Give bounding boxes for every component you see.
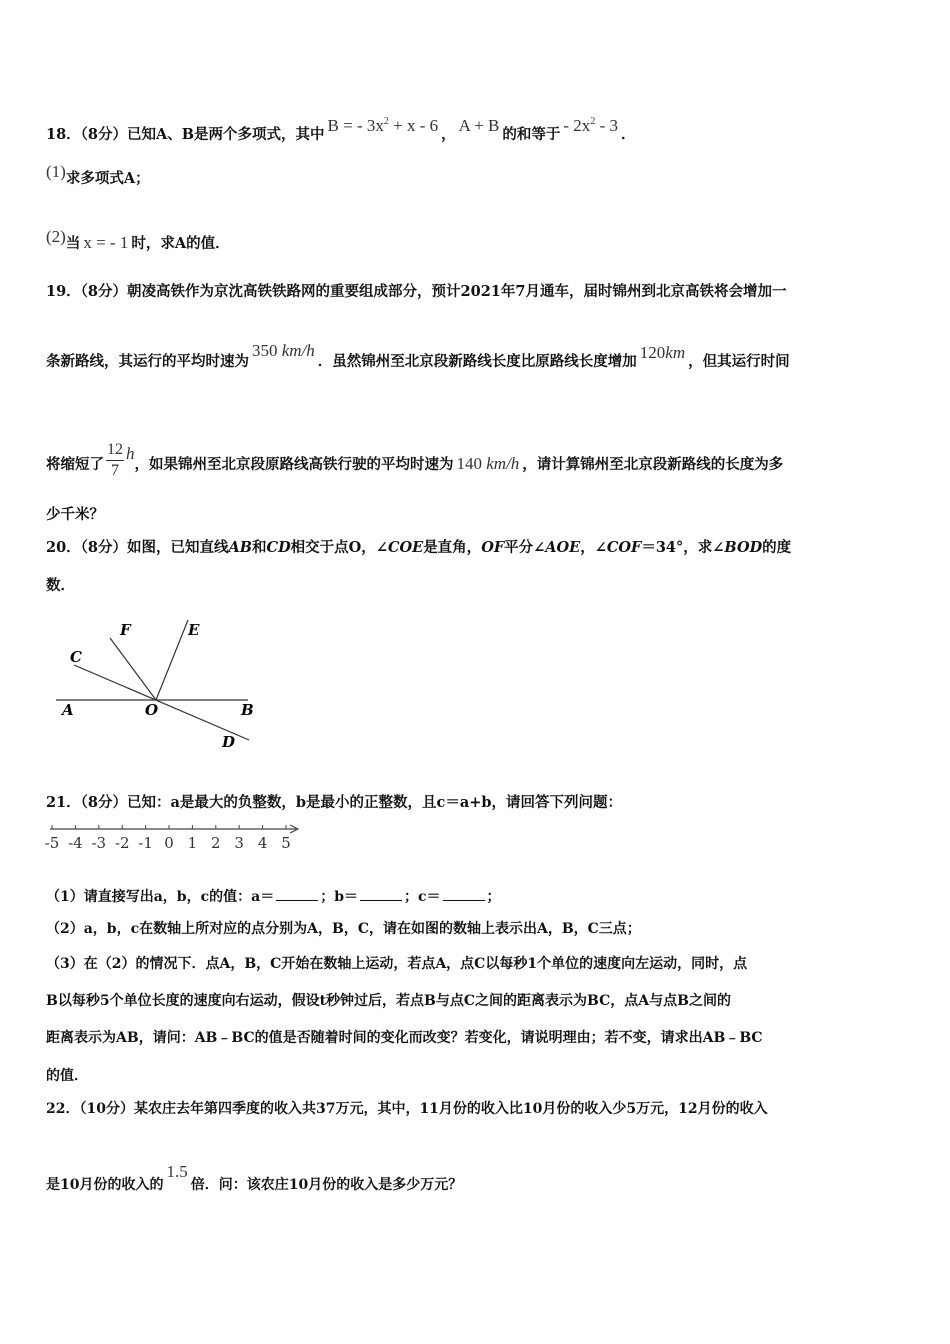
- q19-new-speed: 350 km/h: [252, 341, 315, 360]
- label-O: O: [145, 701, 159, 719]
- label-C: C: [70, 648, 82, 666]
- answer-blank-a[interactable]: [276, 886, 318, 901]
- q18-part1-label: (1): [46, 162, 66, 181]
- q18-part2-label: (2): [46, 227, 66, 246]
- q19-line1: 19．（8分）朝凌高铁作为京沈高铁铁路网的重要组成部分，预计2021年7月通车，届时锦州到北京高铁将会增加一: [46, 283, 787, 300]
- number-line-tick-label: -1: [138, 834, 153, 852]
- q18-part2: (2)当 x = - 1 时，求A的值．: [46, 227, 230, 252]
- number-line-tick-label: 3: [234, 834, 244, 852]
- line-CD: [74, 665, 249, 740]
- answer-blank-b[interactable]: [360, 886, 402, 901]
- label-E: E: [188, 621, 200, 639]
- q22-ratio: 1.5: [166, 1162, 188, 1181]
- q19-time-fraction: $\frac{12}{7}$: [107, 441, 123, 479]
- q22-line2: 是10月份的收入的1.5倍．问：该农庄10月份的收入是多少万元？: [46, 1162, 463, 1193]
- label-D: D: [222, 733, 236, 751]
- number-line-tick-label: 2: [211, 834, 221, 852]
- q19-time-unit: h: [126, 444, 135, 463]
- q22-line1: 22．（10分）某农庄去年第四季度的收入共37万元，其中，11月份的收入比10月份的收入少5万元，12月份的收入: [46, 1101, 768, 1117]
- q18-B-expression: B = - $3x^2 + x - 6$: [327, 116, 439, 135]
- q19-line2: 条新路线，其运行的平均时速为350 km/h．虽然锦州至北京段新路线长度比原路线长度增加 120km ，但其运行时间: [46, 341, 790, 370]
- q21-part3-line3: 距离表示为AB，请问：AB﹣BC的值是否随着时间的变化而改变？若变化，请说明理由；若不变，请求出AB﹣BC: [46, 1030, 763, 1046]
- q21-part3-line1: （3）在（2）的情况下．点A，B，C开始在数轴上运动，若点A，点C以每秒1个单位的速度向左运动，同时，点: [46, 956, 748, 972]
- label-A: A: [62, 701, 74, 719]
- number-line-tick-label: 5: [281, 834, 291, 852]
- q20-line1: 20．（8分）如图，已知直线AB和CD相交于点O，∠COE是直角，OF平分∠AOE，∠COF＝34°，求∠BOD的度: [46, 539, 792, 556]
- number-line-tick-label: -5: [44, 834, 60, 852]
- ray-OE: [156, 620, 188, 700]
- q18-part1: (1)求多项式A；: [46, 162, 150, 187]
- q18-line: 18．（8分）已知A、B是两个多项式，其中 B = - $3x^2 + x - 6$ ， A + B 的和等于 - $2x^2 - 3$ ．: [46, 112, 910, 145]
- q20-geometry-diagram: [46, 612, 276, 757]
- q21-part3-line2: B以每秒5个单位长度的速度向右运动，假设t秒钟过后，若点B与点C之间的距离表示为BC，点A与点B之间的: [46, 993, 731, 1009]
- number-line-tick-label: 4: [257, 834, 268, 852]
- number-line-tick-label: 1: [187, 834, 198, 852]
- label-B: B: [241, 701, 254, 719]
- number-line-tick-label: -2: [114, 834, 130, 852]
- q18-x-value: x = - 1: [83, 233, 129, 252]
- q18-result-expression: - $2x^2 - 3$: [563, 116, 618, 135]
- q21-part2: （2）a，b，c在数轴上所对应的点分别为A，B，C，请在如图的数轴上表示出A，B，C三点；: [46, 921, 641, 937]
- number-line-tick-label: -3: [91, 834, 107, 852]
- q21-line1: 21．（8分）已知：a是最大的负整数，b是最小的正整数，且c＝a+b，请回答下列问题：: [46, 794, 623, 811]
- q21-part1: （1）请直接写出a，b，c的值：a＝ ；b＝ ；c＝ ；: [46, 886, 910, 907]
- q21-number-line: [44, 818, 306, 856]
- number-line-tick-label: 0: [164, 834, 174, 852]
- q20-line2: 数．: [46, 577, 75, 594]
- q21-part3-line4: 的值．: [46, 1068, 88, 1084]
- q19-distance-increase: 120km: [639, 343, 686, 362]
- number-line-tick-label: -4: [68, 834, 83, 852]
- answer-blank-c[interactable]: [443, 886, 485, 901]
- q18-sum-expression: A + B: [458, 116, 500, 135]
- q19-line4: 少千米？: [46, 506, 104, 523]
- q19-old-speed: 140 km/h: [456, 454, 520, 473]
- q19-line3: 将缩短了 $\frac{12}{7}$ h，如果锦州至北京段原路线高铁行驶的平均时速为 140 km/h ，请计算锦州至北京段新路线的长度为多: [46, 441, 784, 479]
- label-F: F: [120, 621, 131, 639]
